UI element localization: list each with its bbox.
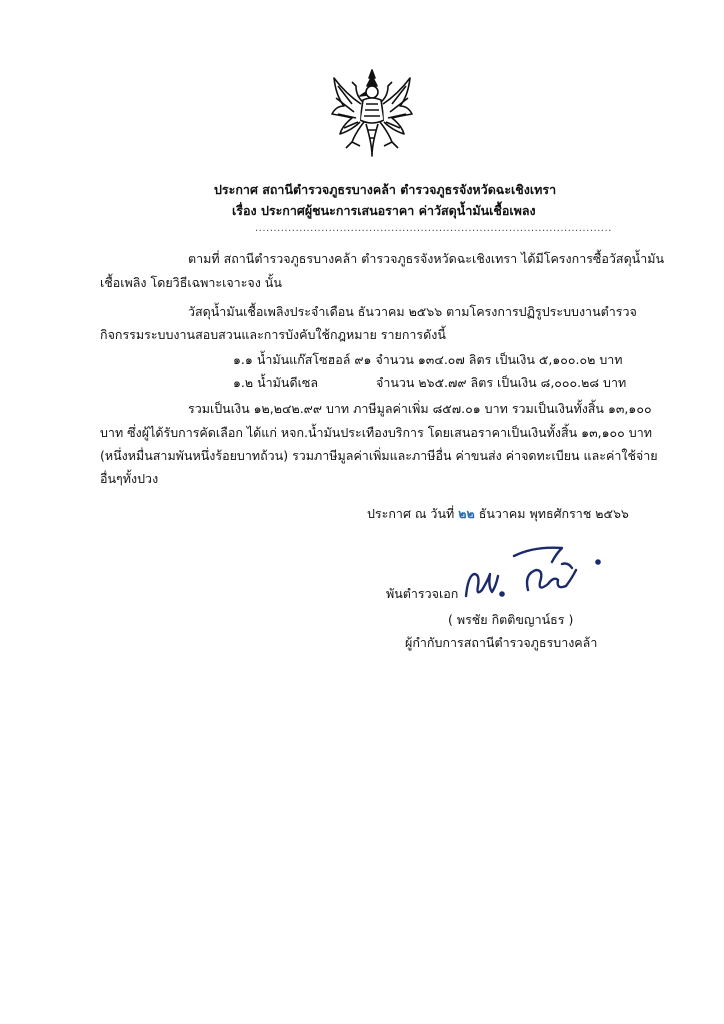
paragraph-1-line-1: ตามที่ สถานีตำรวจภูธรบางคล้า ตำรวจภูธรจังหวัดฉะเชิงเทรา ได้มีโครงการซื้อวัสดุน้ำมัน xyxy=(188,251,665,266)
paragraph-3-line-1: รวมเป็นเงิน ๑๒,๒๔๒.๙๙ บาท ภาษีมูลค่าเพิ่ม ๘๕๗.๐๑ บาท รวมเป็นเงินทั้งสิ้น ๑๓,๑๐๐ xyxy=(188,401,652,416)
paragraph-1-line-2: เชื้อเพลิง โดยวิธีเฉพาะเจาะจง นั้น xyxy=(100,275,282,290)
item-diesel-name: ๑.๒ น้ำมันดีเซล xyxy=(233,375,319,390)
paragraph-3-line-3: (หนึ่งหมื่นสามพันหนึ่งร้อยบาทถ้วน) รวมภาษีมูลค่าเพิ่มและภาษีอื่น ค่าขนส่ง ค่าจดทะเบียน และค่าใช้จ่าย xyxy=(100,448,658,463)
signer-rank: พันตำรวจเอก xyxy=(386,586,459,601)
date-day: ๒๒ xyxy=(458,506,475,521)
paragraph-3-line-2: บาท ซึ่งผู้ได้รับการคัดเลือก ได้แก่ หจก.น้ำมันประเทืองบริการ โดยเสนอราคาเป็นเงินทั้งสิ้น ๑๓,๑๐๐ บาท xyxy=(100,425,652,440)
date-prefix: ประกาศ ณ วันที่ xyxy=(367,506,455,521)
garuda-emblem xyxy=(330,68,414,158)
paragraph-2-line-1: วัสดุน้ำมันเชื้อเพลิงประจำเดือน ธันวาคม ๒๕๖๖ ตามโครงการปฏิรูประบบงานตำรวจ xyxy=(188,304,637,319)
paragraph-2-line-2: กิจกรรมระบบงานสอบสวนและการบังคับใช้กฎหมาย รายการดังนี้ xyxy=(100,327,446,342)
handwritten-signature xyxy=(458,540,618,604)
date-suffix: ธันวาคม พุทธศักราช ๒๕๖๖ xyxy=(478,506,629,521)
paragraph-3-line-4: อื่นๆทั้งปวง xyxy=(100,471,159,486)
signer-name: ( พรชัย กิตติขญาน์ธร ) xyxy=(448,612,574,627)
signer-position: ผู้กำกับการสถานีตำรวจภูธรบางคล้า xyxy=(405,635,598,650)
item-gasohol: ๑.๑ น้ำมันแก๊สโซฮอล์ ๙๑ จำนวน ๑๓๔.๐๗ ลิตร เป็นเงิน ๕,๑๐๐.๐๒ บาท xyxy=(233,352,623,367)
item-diesel-detail: จำนวน ๒๖๕.๗๙ ลิตร เป็นเงิน ๘,๐๐๐.๒๘ บาท xyxy=(376,375,627,390)
announcement-title: ประกาศ สถานีตำรวจภูธรบางคล้า ตำรวจภูธรจังหวัดฉะเชิงเทรา xyxy=(214,182,557,197)
announcement-subject: เรื่อง ประกาศผู้ชนะการเสนอราคา ค่าวัสดุน้ำมันเชื้อเพลง xyxy=(232,203,536,218)
title-divider: ................................................................................................. xyxy=(255,223,612,234)
announcement-date xyxy=(367,504,629,524)
